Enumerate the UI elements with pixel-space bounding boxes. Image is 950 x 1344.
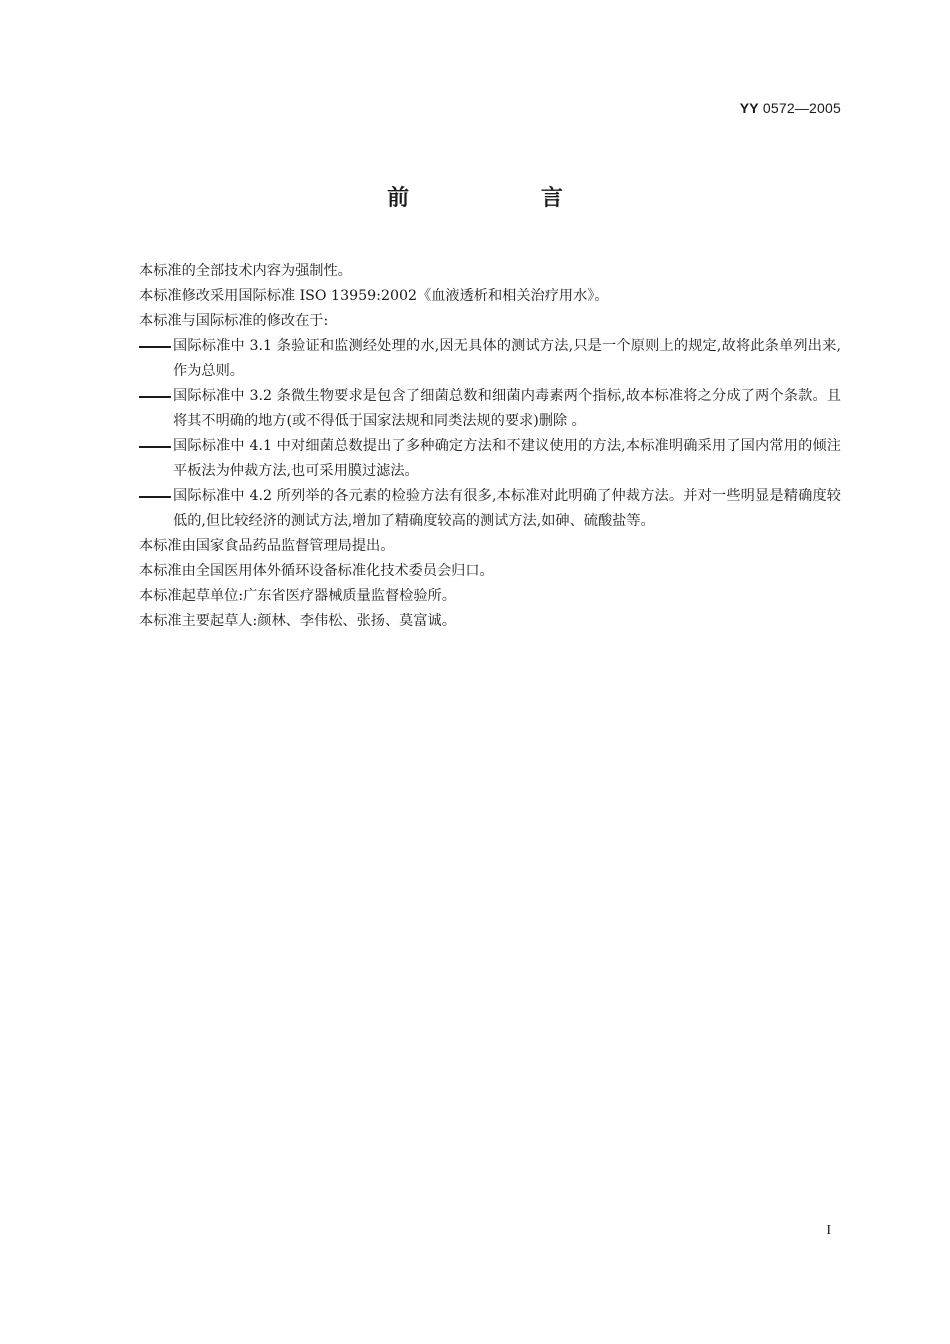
em-dash-bullet: [139, 434, 173, 448]
difference-item: [139, 434, 841, 484]
paragraph-modifications-intro: 本标准与国际标准的修改在于:: [139, 313, 329, 329]
paragraph-proposer: 本标准由国家食品药品监督管理局提出。: [139, 538, 395, 554]
em-dash-bullet: [139, 484, 173, 498]
standard-code: [740, 100, 841, 116]
page-title: 前 言: [387, 186, 625, 211]
standard-number: 0572—2005: [762, 100, 841, 116]
difference-text: 国际标准中 3.1 条验证和监测经处理的水,因无具体的测试方法,只是一个原则上的规定,故将此条单列出来,作为总则。: [173, 338, 841, 379]
difference-text: 国际标准中 4.2 所列举的各元素的检验方法有很多,本标准对此明确了仲裁方法。并对一些明显是精确度较低的,但比较经济的测试方法,增加了精确度较高的测试方法,如砷、硫酸盐等。: [173, 488, 841, 529]
paragraph-drafting-unit: 本标准起草单位:广东省医疗器械质量监督检验所。: [139, 588, 456, 604]
paragraph-drafters: 本标准主要起草人:颜林、李伟松、张扬、莫富诚。: [139, 613, 456, 629]
page-number: I: [826, 1223, 831, 1238]
difference-text: 国际标准中 4.1 中对细菌总数提出了多种确定方法和不建议使用的方法,本标准明确采用了国内常用的倾注平板法为仲裁方法,也可采用膜过滤法。: [173, 438, 841, 479]
paragraph-administration: 本标准由全国医用体外循环设备标准化技术委员会归口。: [139, 563, 494, 579]
difference-item: [139, 484, 841, 534]
em-dash-bullet: [139, 384, 173, 398]
standard-prefix: YY: [739, 100, 759, 116]
paragraph-adoption: 本标准修改采用国际标准 ISO 13959:2002《血液透析和相关治疗用水》。: [139, 288, 609, 304]
difference-item: [139, 334, 841, 384]
foreword-body: [139, 259, 841, 634]
difference-item: [139, 384, 841, 434]
em-dash-bullet: [139, 334, 173, 348]
paragraph-mandatory: 本标准的全部技术内容为强制性。: [139, 263, 352, 279]
difference-text: 国际标准中 3.2 条微生物要求是包含了细菌总数和细菌内毒素两个指标,故本标准将之分成了两个条款。且将其不明确的地方(或不得低于国家法规和同类法规的要求)删除 。: [173, 388, 841, 429]
